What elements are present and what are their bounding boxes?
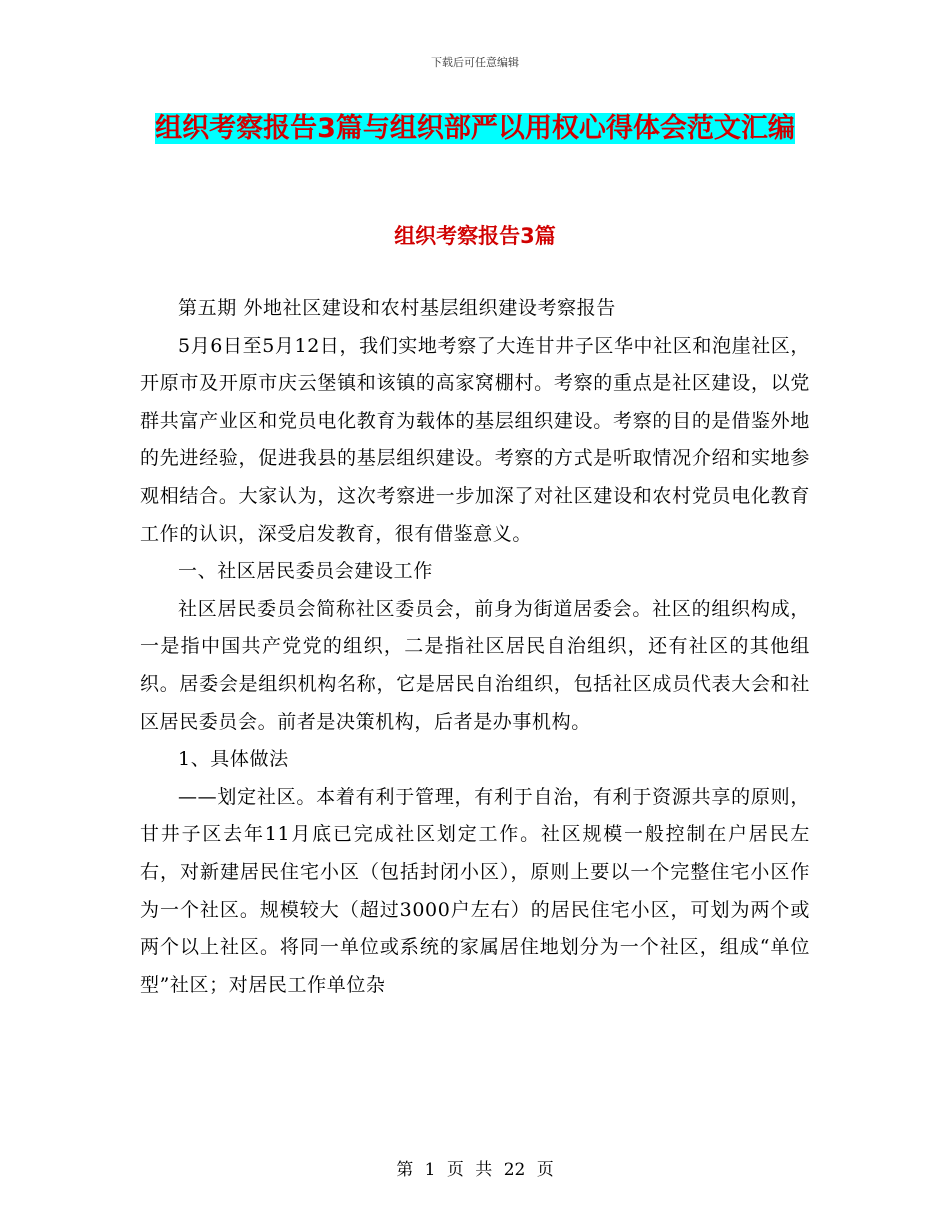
paragraph-section-heading: 一、社区居民委员会建设工作 [178, 560, 433, 583]
paragraph-issue-heading: 第五期 外地社区建设和农村基层组织建设考察报告 [178, 297, 616, 319]
header-note: 下载后可任意编辑 [431, 56, 519, 69]
page-footer: 第 1 页 共 22 页 [396, 1160, 554, 1180]
paragraph-subsection-heading: 1、具体做法 [178, 748, 289, 771]
section-subtitle: 组织考察报告3篇 [394, 224, 556, 248]
document-body [140, 290, 810, 1004]
paragraph-committee-description: 社区居民委员会简称社区委员会，前身为街道居委会。社区的组织构成，一是指中国共产党党的组织，二是指社区居民自治组织，还有社区的其他组织。居委会是组织机构名称，它是居民自治组织，包括社区成员代表大会和社区居民委员会。前者是决策机构，后者是办事机构。 [140, 597, 810, 733]
document-title-text: 组织考察报告3篇与组织部严以用权心得体会范文汇编 [155, 113, 795, 144]
document-title [140, 104, 810, 154]
paragraph-intro: 5月6日至5月12日，我们实地考察了大连甘井子区华中社区和泡崖社区，开原市及开原市庆云堡镇和该镇的高家窝棚村。考察的重点是社区建设，以党群共富产业区和党员电化教育为载体的基层组织建设。考察的目的是借鉴外地的先进经验，促进我县的基层组织建设。考察的方式是听取情况介绍和实地参观相结合。大家认为，这次考察进一步加深了对社区建设和农村党员电化教育工作的认识，深受启发教育，很有借鉴意义。 [140, 334, 810, 545]
paragraph-community-division: ——划定社区。本着有利于管理，有利于自治，有利于资源共享的原则，甘井子区去年11月底已完成社区划定工作。社区规模一般控制在户居民左右，对新建居民住宅小区（包括封闭小区），原则上要以一个完整住宅小区作为一个社区。规模较大（超过3000户左右）的居民住宅小区，可划为两个或两个以上社区。将同一单位或系统的家属居住地划分为一个社区，组成“单位型”社区；对居民工作单位杂 [140, 785, 810, 996]
